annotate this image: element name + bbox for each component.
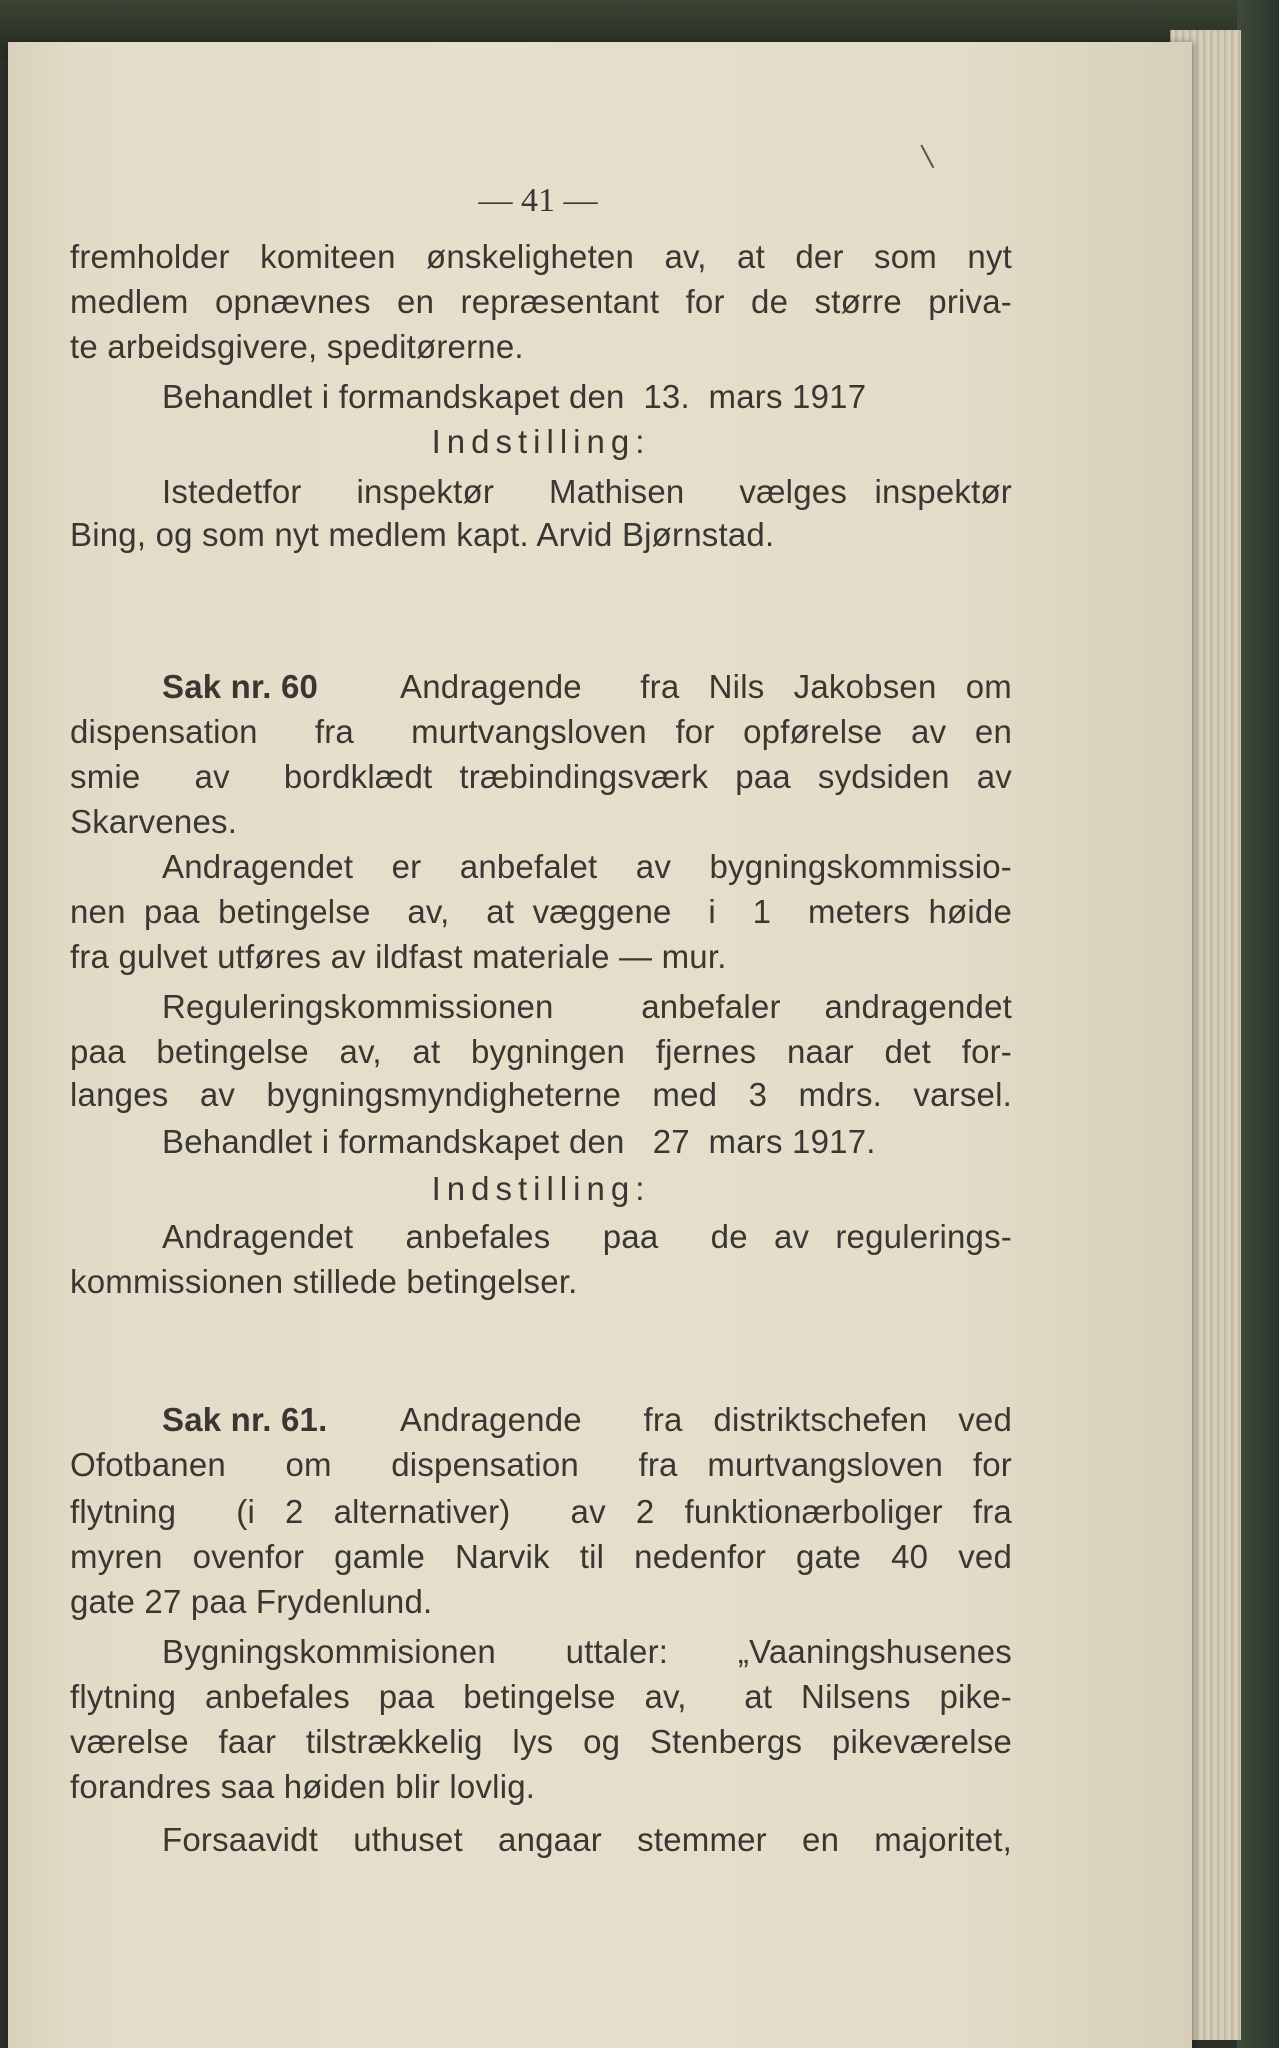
text-line: Andragende fra Nils Jakobsen om: [400, 668, 1012, 705]
text-line: Behandlet i formandskapet den 13. mars 1917: [162, 378, 867, 415]
text-line: medlem opnævnes en repræsentant for de større priva-: [70, 283, 1012, 320]
text-line: kommissionen stillede betingelser.: [70, 1263, 578, 1300]
book-page: [8, 42, 1192, 2048]
text-line: Andragendet anbefales paa de av regulerings-: [162, 1218, 1012, 1255]
text-line: fra gulvet utføres av ildfast materiale — mur.: [70, 938, 727, 975]
text-line: dispensation fra murtvangsloven for opførelse av en: [70, 713, 1012, 750]
section-heading: Indstilling:: [431, 423, 651, 460]
text-line: Skarvenes.: [70, 803, 238, 840]
text-line: flytning (i 2 alternativer) av 2 funktionærboliger fra: [70, 1493, 1012, 1530]
text-line: Behandlet i formandskapet den 27 mars 1917.: [162, 1123, 876, 1160]
text-line: forandres saa høiden blir lovlig.: [70, 1768, 536, 1805]
text-line: smie av bordklædt træbindingsværk paa sydsiden av: [70, 758, 1012, 795]
page-number: — 41 —: [478, 182, 598, 219]
text-line: Forsaavidt uthuset angaar stemmer en majoritet,: [162, 1821, 1012, 1858]
text-line: værelse faar tilstrækkelig lys og Stenbergs pikeværelse: [70, 1723, 1012, 1760]
text-line: Bygningskommisionen uttaler: „Vaaningshusenes: [162, 1633, 1012, 1670]
pencil-mark-icon: [920, 142, 939, 169]
text-line: langes av bygningsmyndigheterne med 3 mdrs. varsel.: [70, 1076, 1012, 1113]
case-number: Sak nr. 61.: [162, 1401, 328, 1438]
text-line: flytning anbefales paa betingelse av, at Nilsens pike-: [70, 1678, 1012, 1715]
text-line: Ofotbanen om dispensation fra murtvangsloven for: [70, 1446, 1012, 1483]
text-line: fremholder komiteen ønskeligheten av, at der som nyt: [70, 238, 1012, 275]
text-line: nen paa betingelse av, at væggene i 1 meters høide: [70, 893, 1012, 930]
text-line: myren ovenfor gamle Narvik til nedenfor gate 40 ved: [70, 1538, 1012, 1575]
text-line: Reguleringskommissionen anbefaler andragendet: [162, 988, 1012, 1025]
book-cover-edge: [1237, 0, 1279, 2048]
text-line: Bing, og som nyt medlem kapt. Arvid Bjørnstad.: [70, 516, 775, 553]
section-heading: Indstilling:: [431, 1170, 651, 1207]
text-line: Istedetfor inspektør Mathisen vælges inspektør: [162, 473, 1012, 510]
text-line: gate 27 paa Frydenlund.: [70, 1583, 433, 1620]
text-line: Andragende fra distriktschefen ved: [400, 1401, 1012, 1438]
case-number: Sak nr. 60: [162, 668, 319, 705]
text-line: paa betingelse av, at bygningen fjernes naar det for-: [70, 1033, 1012, 1070]
text-line: te arbeidsgivere, speditørerne.: [70, 328, 524, 365]
text-line: Andragendet er anbefalet av bygningskommissio-: [162, 848, 1012, 885]
